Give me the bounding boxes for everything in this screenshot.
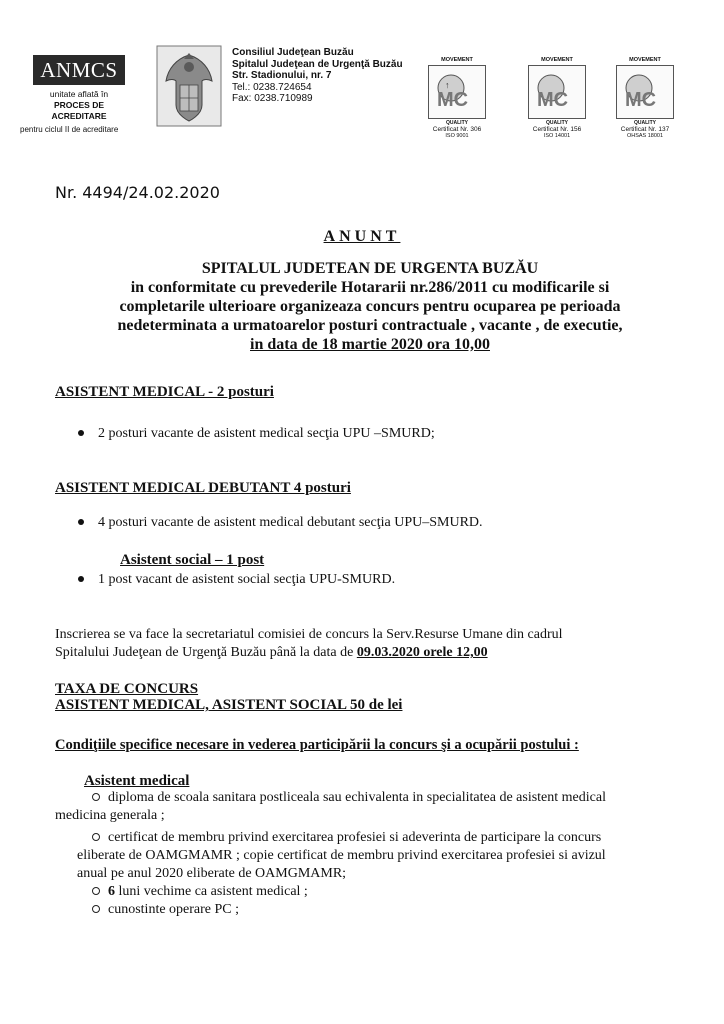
section-title-asistent-medical: ASISTENT MEDICAL - 2 posturi	[55, 384, 274, 400]
registration-info: Inscrierea se va face la secretariatul comisiei de concurs la Serv.Resurse Umane din cadrul Spitalului Judeţean de Urgenţă Buzău până la data de 09.03.2020 orele 12,00	[55, 627, 563, 660]
section-title-asistent-debutant: ASISTENT MEDICAL DEBUTANT 4 posturi	[55, 480, 351, 496]
list-item: certificat de membru privind exercitarea profesiei si adeverinta de participare la concurs	[55, 829, 695, 847]
svg-text:↑: ↑	[445, 80, 450, 90]
bullet-icon	[78, 519, 84, 525]
bullet-icon	[78, 576, 84, 582]
coat-of-arms-icon	[156, 45, 222, 127]
svg-text:MC: MC	[437, 89, 469, 111]
anmcs-status: unitate aflată în PROCES DE ACREDITARE	[49, 89, 109, 121]
conditions-title: Condiţiile specifice necesare in vederea participării la concurs şi a ocupării postului :	[55, 737, 579, 753]
circle-bullet-icon	[92, 887, 100, 895]
certificate-ohsas-18001: MOVEMENT MC QUALITY Certificat Nr. 137 OHSAS 18001	[606, 57, 684, 139]
circle-bullet-icon	[92, 905, 100, 913]
document-number: Nr. 4494/24.02.2020	[55, 183, 220, 202]
document-title: ANUNT	[323, 228, 401, 245]
circle-bullet-icon	[92, 793, 100, 801]
section-title-asistent-social: Asistent social – 1 post	[120, 552, 265, 568]
announcement-intro: SPITALUL JUDETEAN DE URGENTA BUZĂU in conformitate cu prevederile Hotararii nr.286/2011 cu modificarile si completarile ulterioare organizeaza concurs pentru ocuparea pe perioada nedeterminata a urmatoarelor posturi contractuale , vacante , de executie, in data de 18 martie 2020 ora 10,00	[40, 259, 700, 354]
exam-date: in data de 18 martie 2020 ora 10,00	[250, 336, 490, 353]
registration-deadline: 09.03.2020 orele 12,00	[356, 645, 488, 660]
list-item: 1 post vacant de asistent social secţia UPU-SMURD.	[78, 572, 395, 588]
list-item: cunostinte operare PC ;	[55, 901, 695, 919]
circle-bullet-icon	[92, 833, 100, 841]
fee-title: TAXA DE CONCURS	[55, 681, 199, 697]
institution-address: Consiliul Judeţean Buzău Spitalul Judeţean de Urgenţă Buzău Str. Stadionului, nr. 7 Tel.: 0238.724654 Fax: 0238.710989	[232, 47, 403, 104]
bullet-icon	[78, 430, 84, 436]
fee-amount: ASISTENT MEDICAL, ASISTENT SOCIAL 50 de lei	[55, 697, 403, 713]
certificate-iso-14001: MOVEMENT MC QUALITY Certificat Nr. 156 ISO 14001	[518, 57, 596, 139]
subsection-asistent-medical: Asistent medical	[84, 773, 190, 789]
certificate-logo-icon	[528, 65, 586, 119]
svg-text:MC: MC	[537, 89, 569, 111]
list-item: 6 luni vechime ca asistent medical ;	[55, 883, 695, 901]
certificate-logo-icon	[428, 65, 486, 119]
svg-text:MC: MC	[625, 89, 657, 111]
certificate-logo-icon	[616, 65, 674, 119]
requirements-list: diploma de scoala sanitara postliceala sau echivalenta in specialitatea de asistent medical medicina generala ; certificat de membru privind exercitarea profesiei si adeverinta de participare la concurs eliberate de OAMGMAMR ; copie certificat de membru privind exercitarea profesiei si avizul anual pe anul 2020 eliberate de OAMGMAMR; 6 luni vechime ca asistent medical ; cunostinte operare PC ;	[55, 789, 695, 919]
list-item: diploma de scoala sanitara postliceala sau echivalenta in specialitatea de asistent medical	[55, 789, 695, 807]
list-item: 2 posturi vacante de asistent medical secţia UPU –SMURD;	[78, 426, 435, 442]
certificate-iso-9001: MOVEMENT MC ↑ QUALITY Certificat Nr. 306 ISO 9001	[418, 57, 496, 139]
anmcs-logo: ANMCS	[33, 55, 125, 85]
anmcs-cycle: pentru ciclul II de acreditare	[20, 125, 119, 134]
list-item: 4 posturi vacante de asistent medical debutant secţia UPU–SMURD.	[78, 515, 483, 531]
